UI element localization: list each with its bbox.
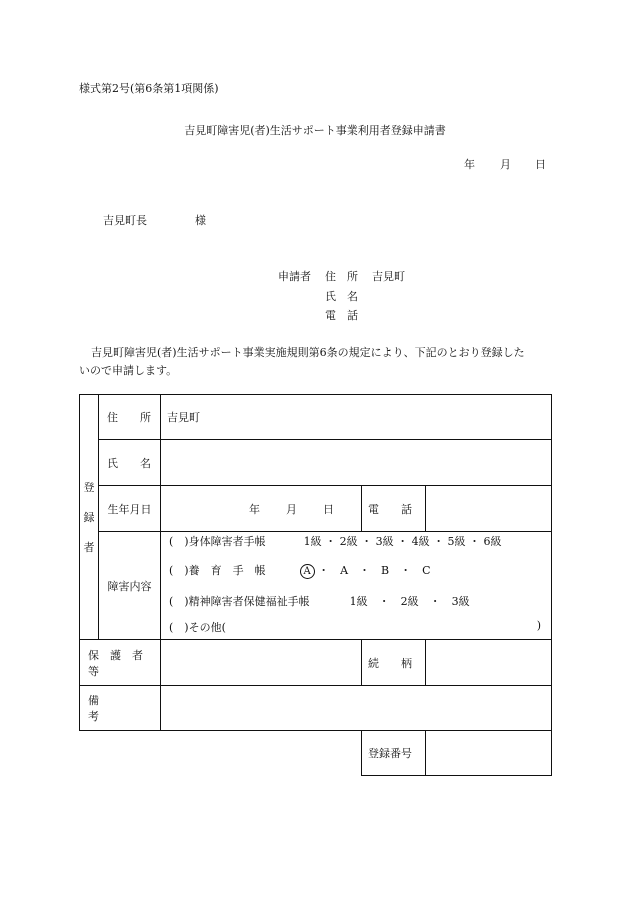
disability-label-cell bbox=[99, 532, 161, 640]
dob-value-cell[interactable] bbox=[161, 486, 362, 532]
disability-options-cell bbox=[161, 532, 552, 640]
row-name bbox=[80, 440, 552, 486]
body-text-line2: いので申請します。 bbox=[79, 364, 178, 377]
phone-value-cell[interactable] bbox=[426, 486, 552, 532]
applicant-address-label: 住 所 bbox=[325, 270, 358, 283]
guardian-label-cell bbox=[80, 640, 161, 686]
row-remarks bbox=[80, 686, 552, 731]
circled-a-mark: A bbox=[300, 564, 315, 579]
row-address bbox=[80, 395, 552, 440]
applicant-phone-label: 電 話 bbox=[325, 309, 358, 322]
relation-label-cell bbox=[362, 640, 426, 686]
remarks-value-cell[interactable] bbox=[161, 686, 552, 731]
row-disability bbox=[80, 532, 552, 640]
name-label: 氏 名 bbox=[107, 456, 151, 470]
name-label-cell bbox=[99, 440, 161, 486]
address-label: 住 所 bbox=[107, 411, 151, 424]
date-month: 月 bbox=[500, 158, 511, 171]
phone-label: 電 話 bbox=[368, 502, 412, 516]
addressee: 吉見町長 bbox=[103, 214, 147, 227]
registration-table bbox=[79, 394, 552, 776]
side-label-char: 登 bbox=[83, 481, 95, 494]
remarks-label-cell bbox=[80, 686, 161, 731]
side-label-char: 者 bbox=[83, 541, 95, 554]
reg-no-value-cell[interactable] bbox=[426, 731, 552, 776]
other-close-paren: ) bbox=[536, 619, 541, 632]
applicant-address-value: 吉見町 bbox=[372, 270, 405, 283]
row-guardian bbox=[80, 640, 552, 686]
address-label-cell bbox=[99, 395, 161, 440]
mental-label: ( )精神障害者保健福祉手帳 bbox=[169, 595, 310, 608]
other-option[interactable] bbox=[169, 619, 226, 635]
form-number: 様式第2号(第6条第1項関係) bbox=[79, 82, 219, 95]
document-title: 吉見町障害児(者)生活サポート事業利用者登録申請書 bbox=[184, 124, 446, 137]
guardian-label: 保 護 者 等 bbox=[88, 648, 154, 678]
blank-cell bbox=[80, 731, 362, 776]
address-value: 吉見町 bbox=[167, 411, 200, 424]
dob-year: 年 bbox=[249, 502, 260, 516]
physical-grades: 1級 ・ 2級 ・ 3級 ・ 4級 ・ 5級 ・ 6級 bbox=[303, 535, 502, 548]
applicant-name-label: 氏 名 bbox=[325, 290, 358, 303]
relation-label: 続 柄 bbox=[368, 656, 412, 670]
dob-label: 生年月日 bbox=[107, 502, 152, 516]
applicant-label: 申請者 bbox=[278, 270, 311, 283]
body-text-line1: 吉見町障害児(者)生活サポート事業実施規則第6条の規定により、下記のとおり登録した bbox=[91, 346, 525, 359]
dob-month: 月 bbox=[286, 502, 297, 516]
date-day: 日 bbox=[535, 158, 546, 171]
relation-value-cell[interactable] bbox=[426, 640, 552, 686]
physical-option[interactable] bbox=[169, 533, 502, 549]
name-value-cell[interactable] bbox=[161, 440, 552, 486]
row-registration-number bbox=[80, 731, 552, 776]
phone-label-cell bbox=[362, 486, 426, 532]
reg-no-label: 登録番号 bbox=[368, 747, 412, 760]
row-dob bbox=[80, 486, 552, 532]
disability-label: 障害内容 bbox=[107, 579, 152, 593]
remarks-label: 備 考 bbox=[88, 694, 143, 723]
guardian-value-cell[interactable] bbox=[161, 640, 362, 686]
address-value-cell[interactable] bbox=[161, 395, 552, 440]
reg-no-label-cell bbox=[362, 731, 426, 776]
mental-grades: 1級 ・ 2級 ・ 3級 bbox=[349, 595, 470, 608]
side-label-char: 録 bbox=[83, 511, 95, 524]
honorific: 様 bbox=[195, 214, 206, 227]
dob-label-cell bbox=[99, 486, 161, 532]
other-label: ( )その他( bbox=[169, 621, 226, 634]
dob-day: 日 bbox=[323, 502, 334, 516]
physical-label: ( )身体障害者手帳 bbox=[169, 535, 266, 548]
mental-option[interactable] bbox=[169, 593, 470, 609]
rehab-label: ( )養 育 手 帳 bbox=[169, 564, 266, 577]
date-year: 年 bbox=[464, 158, 475, 171]
side-label-cell bbox=[80, 395, 99, 640]
rehab-option[interactable] bbox=[169, 562, 431, 579]
rehab-grades: ・ A ・ B ・ C bbox=[318, 564, 431, 577]
